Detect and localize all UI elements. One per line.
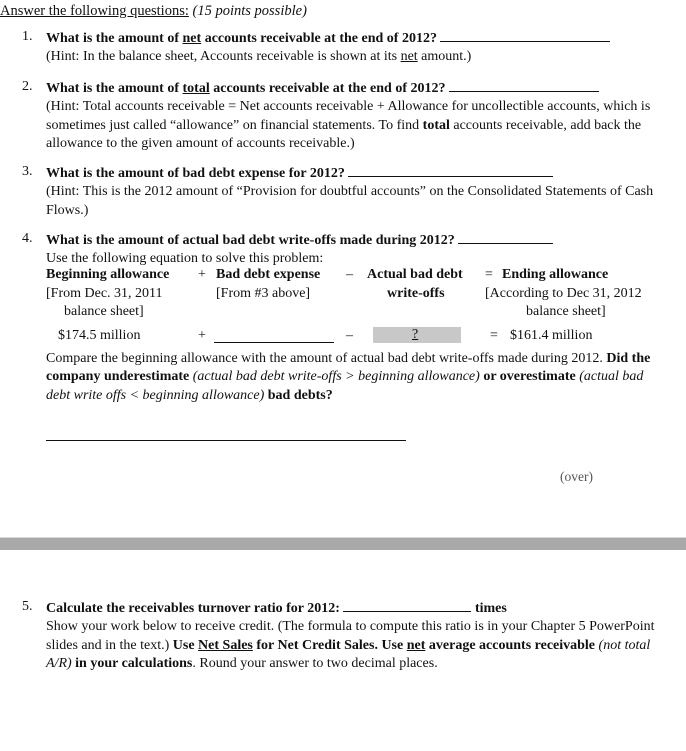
question-5: 5. Calculate the receivables turnover ratio for 2012: times Show your work below to receive credit. (The formula to compute this ratio is in your Chapter 5 PowerPoint slides and in the text.) Use Net Sales for Net Credit Sales. Use net average accounts receivable (not total A/R) in your calculations. Round your answer to two decimal places. [22,599,655,671]
worksheet-page-2 [0,550,686,751]
page-break [0,537,686,550]
worksheet-page-1: Answer the following questions: (15 points possible) 1. What is the amount of net accounts receivable at the end of 2012? (Hint: In the balance sheet, Accounts receivable is shown at its net amount.) 2. What is the amount of total accounts receivable at the end of 2012? (Hint: Total accounts receivable = Net accounts receivable + Allowance for uncollectible accounts, which is sometimes just called “allowance” on financial statements. To find total accounts receivable, add back the allowance to the given amount of accounts receivable.) 3. What is the amount of bad debt expense for 2012? (Hint: This is the 2012 amount of “Provision for doubtful accounts” on the Consolidated Statements of Cash Flows.) 4. What is the amount of actual bad debt write-offs made during 2012? Use the following equation to solve this problem: Beginning allowance + Bad debt expense – Actual bad debt = Ending allowance [From Dec. 31, 2011 [From #3 above] write-offs [According to Dec 31, 2012 balance sheet] balance sheet] $174.5 million + – ? = $161.4 million Compare the beginning allowance with the amount of actual bad debt write-offs made during 2012. Did the company underestimate (actual bad debt write-offs > beginning allowance) or overestimate (actual bad debt write offs < beginning allowance) bad debts? (over) [0,0,686,537]
answer-blank-1[interactable] [440,28,610,42]
bad-debt-expense-blank[interactable] [214,329,334,343]
answer-blank-5[interactable] [343,598,471,612]
answer-blank-2[interactable] [449,78,599,92]
hint-2: (Hint: Total accounts receivable = Net accounts receivable + Allowance for uncollectible accounts, which is sometimes just called “allowance” on financial statements. To find total accounts receivable, add back the allowance to the given amount of accounts receivable.) [46,99,651,151]
ending-allowance-value: $161.4 million [510,328,593,343]
answer-blank-3[interactable] [348,163,553,177]
question-1: 1. What is the amount of net accounts receivable at the end of 2012? (Hint: In the balance sheet, Accounts receivable is shown at its net amount.) [22,28,672,67]
equation-intro: Use the following equation to solve this problem: [46,251,324,267]
hint-1: (Hint: In the balance sheet, Accounts receivable is shown at its net amount.) [46,49,472,65]
question-4: 4. What is the amount of actual bad debt write-offs made during 2012? Use the following equation to solve this problem: [22,230,672,269]
beginning-allowance-value: $174.5 million [58,328,141,343]
answer-blank-4[interactable] [458,230,553,244]
hint-3: (Hint: This is the 2012 amount of “Provision for doubtful accounts” on the Consolidated Statements of Cash Flows.) [46,184,654,218]
instructions-header: Answer the following questions: (15 points possible) [0,3,307,19]
question-4-compare: Compare the beginning allowance with the amount of actual bad debt write-offs made during 2012. Did the company underestimate (actual bad debt write-offs > beginning allowance) or overestimate (actual bad debt write offs < beginning allowance) bad debts? [46,351,651,403]
answer-line-4[interactable] [46,440,406,441]
question-3: 3. What is the amount of bad debt expense for 2012? (Hint: This is the 2012 amount of “Provision for doubtful accounts” on the Consolidated Statements of Cash Flows.) [22,164,654,218]
over-note: (over) [560,469,593,484]
question-2: 2. What is the amount of total accounts receivable at the end of 2012? (Hint: Total accounts receivable = Net accounts receivable + Allowance for uncollectible accounts, which is sometimes just called “allowance” on financial statements. To find total accounts receivable, add back the allowance to the given amount of accounts receivable.) [22,79,651,151]
